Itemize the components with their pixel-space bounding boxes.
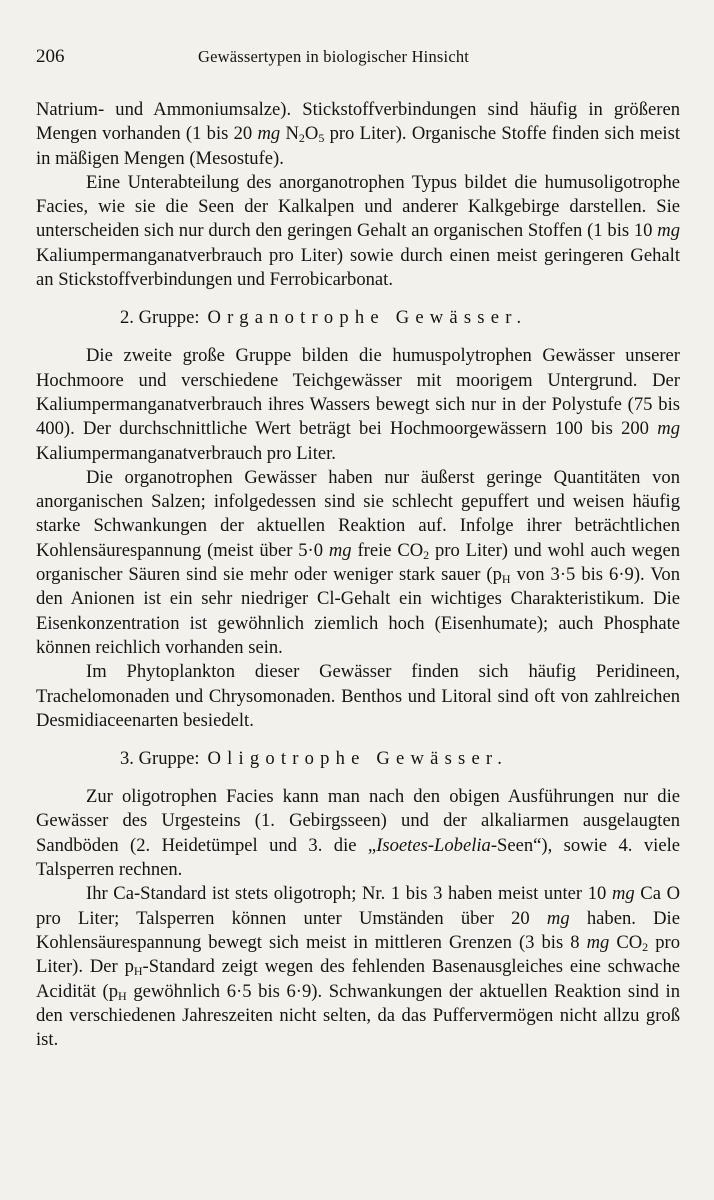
section-title: Oligotrophe Gewässer.	[207, 748, 509, 770]
paragraph-5: Im Phytoplankton dieser Gewässer finden sich häufig Peridineen, Trachelomonaden und Chrysomonaden. Benthos und Litoral sind oft von zahlreichen Desmidiaceenarten besiedelt.	[36, 661, 680, 731]
running-title: Gewässertypen in biologischer Hinsicht	[198, 47, 470, 66]
section-label: 3. Gruppe:	[120, 748, 200, 770]
paragraph-4: Die organotrophen Gewässer haben nur äußerst geringe Quantitäten von anorganischen Salzen; infolgedessen sind sie schlecht gepuffert und weisen häufig starke Schwankungen der aktuellen Reaktion auf. Infolge ihrer beträchtlichen Kohlensäurespannung (meist über 5·0 mg freie $CO_2$ pro Liter) und wohl auch wegen organischer Säuren sind sie mehr oder weniger stark sauer ($p_H$ von 3·5 bis 6·9). Von den Anionen ist ein sehr niedriger Cl-Gehalt ein wichtiges Charakteristikum. Die Eisenkonzentration ist gewöhnlich ziemlich hoch (Eisenhumate); auch Phosphate können reichlich vorhanden sein.	[36, 466, 680, 658]
paragraph-6: Zur oligotrophen Facies kann man nach den obigen Ausführungen nur die Gewässer des Urgesteins (1. Gebirgsseen) und der alkaliarmen ausgelaugten Sandböden (2. Heidetümpel und 3. die „Isoetes-Lobelia-Seen“), sowie 4. viele Talsperren rechnen.	[36, 786, 680, 881]
page-number: 206	[36, 46, 65, 67]
section-heading-group-3	[36, 747, 680, 771]
paragraph-2: Eine Unterabteilung des anorganotrophen Typus bildet die humusoligotrophe Facies, wie sie die Seen der Kalkalpen und anderer Kalkgebirge darstellen. Sie unterscheiden sich nur durch den geringen Gehalt an organischen Stoffen (1 bis 10 mg Kaliumpermanganatverbrauch pro Liter) sowie durch einen meist geringeren Gehalt an Stickstoffverbindungen und Ferrobicarbonat.	[36, 171, 680, 291]
paragraph-1: Natrium- und Ammoniumsalze). Stickstoffverbindungen sind häufig in größeren Mengen vorhanden (1 bis 20 mg $N_2O_5$ pro Liter). Organische Stoffe finden sich meist in mäßigen Mengen (Mesostufe).	[36, 99, 681, 169]
paragraph-7: Ihr Ca-Standard ist stets oligotroph; Nr. 1 bis 3 haben meist unter 10 mg Ca O pro Liter; Talsperren können unter Umständen über 20 mg haben. Die Kohlensäurespannung bewegt sich meist in mittleren Grenzen (3 bis 8 mg $CO_2$ pro Liter). Der $p_H$-Standard zeigt wegen des fehlenden Basenausgleiches eine schwache Acidität ($p_H$ gewöhnlich 6·5 bis 6·9). Schwankungen der aktuellen Reaktion sind in den verschiedenen Jahreszeiten nicht selten, da das Puffervermögen nicht allzu groß ist.	[36, 883, 681, 1051]
section-heading-group-2	[36, 306, 680, 330]
section-title: Organotrophe Gewässer.	[207, 307, 528, 329]
paragraph-3: Die zweite große Gruppe bilden die humuspolytrophen Gewässer unserer Hochmoore und verschiedene Teichgewässer mit moorigem Untergrund. Der Kaliumpermanganatverbrauch ihres Wassers bewegt sich nur in der Polystufe (75 bis 400). Der durchschnittliche Wert beträgt bei Hochmoorgewässern 100 bis 200 mg Kaliumpermanganatverbrauch pro Liter.	[36, 345, 680, 464]
section-label: 2. Gruppe:	[120, 307, 200, 329]
page-header	[36, 46, 680, 76]
